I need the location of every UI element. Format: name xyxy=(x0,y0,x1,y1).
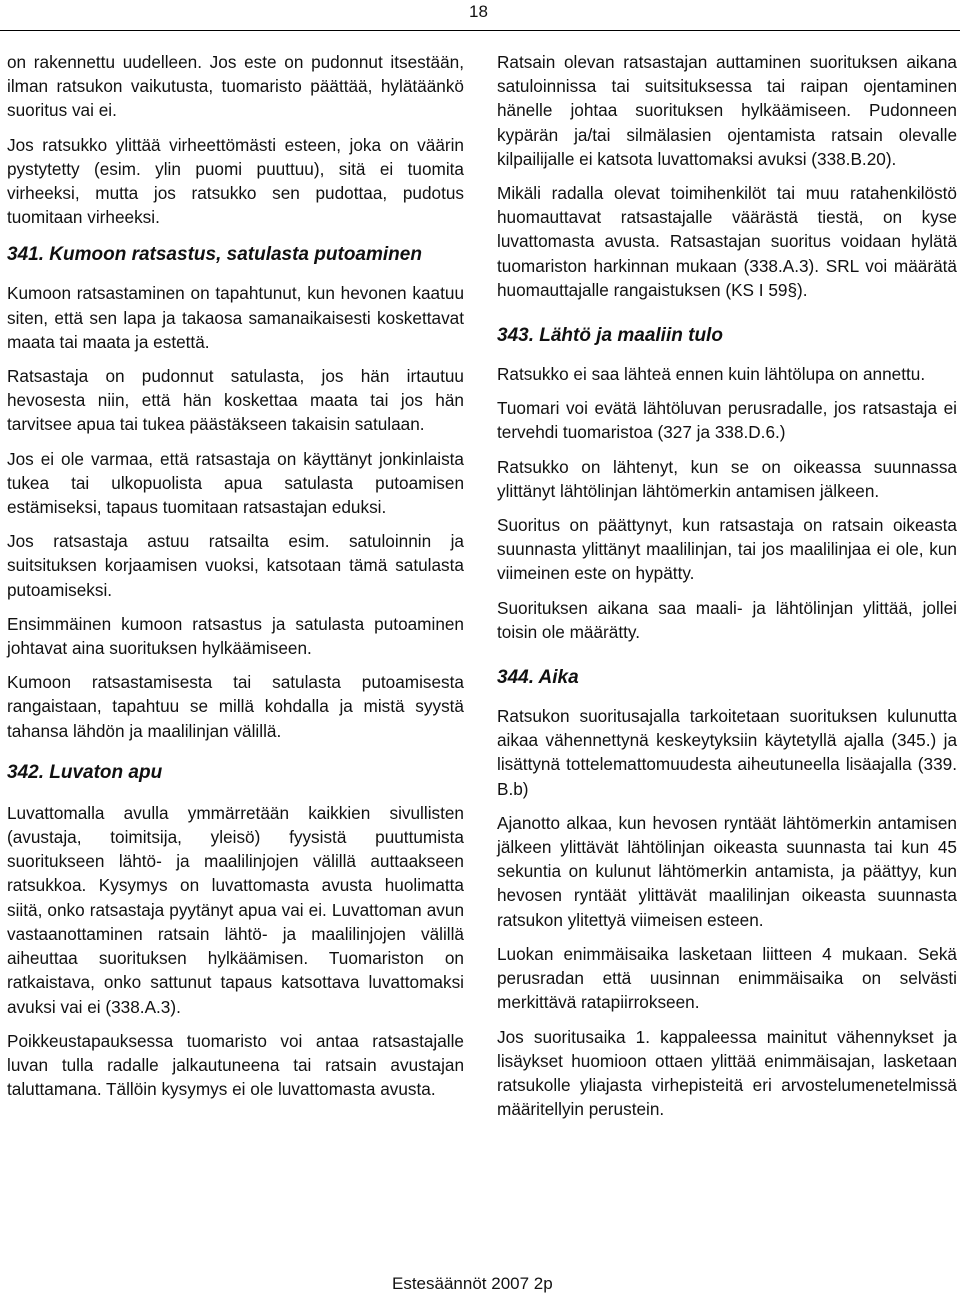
paragraph: Luvattomalla avulla ymmärretään kaikkien sivullisten (avustaja, toimitsija, yleisö) fyysistä puuttumista suoritukseen lähtö- ja maalilinjojen välillä auttaakseen ratsukkoa. Kysymys on luvattomasta avusta huolimatta siitä, onko ratsastaja pyytänyt apua vai ei. Luvattoman avun vastaanottaminen ratsain lähtö- ja maalilinjojen välillä aiheuttaa suorituksen hylkäämisen. Tuomariston on ratkaistava, onko sattunut tapaus katsottava luvattomaksi avuksi vai ei (338.A.3). xyxy=(7,802,464,1017)
paragraph: Ensimmäinen kumoon ratsastus ja satulasta putoaminen johtavat aina suorituksen hylkäämiseen. xyxy=(7,613,464,659)
section-heading-343: 343. Lähtö ja maaliin tulo xyxy=(497,325,723,347)
paragraph: Suoritus on päättynyt, kun ratsastaja on ratsain oikeasta suunnasta ylittänyt maalilinjan, tai jos maalilinjaa ei ole, kun viimeinen este on hypätty. xyxy=(497,515,957,584)
header-rule xyxy=(0,30,960,31)
paragraph: Poikkeustapauksessa tuomaristo voi antaa ratsastajalle luvan tulla radalle jalkautuneena tai ratsain avustajan taluttamana. Tällöin kysymys ei ole luvattomasta avusta. xyxy=(7,1030,464,1100)
paragraph: Ajanotto alkaa, kun hevosen ryntäät lähtömerkin antamisen jälkeen ylittävät lähtölinjan oikeasta suunnasta tai kun 45 sekuntia on kulunut lähtömerkin antamista, ja päättyy, kun hevosen ryntäät ylittävät maalilinjan oikeasta suunnasta ratsukon ylitettyä viimeisen esteen. xyxy=(497,812,957,930)
paragraph: Mikäli radalla olevat toimihenkilöt tai muu ratahenkilöstö huomauttavat ratsastajalle väärästä tiestä, on kyse luvattomasta avusta. Ratsastajan suoritus voidaan hylätä tuomariston harkinnan mukaan (338.A.3). SRL voi määrätä huomauttajalle rangaistuksen (KS I 59§). xyxy=(497,183,957,300)
paragraph: Ratsastaja on pudonnut satulasta, jos hän irtautuu hevosesta niin, että hän koskettaa maata tai jos hän tarvitsee apua tai tukea päästäkseen takaisin satulaan. xyxy=(7,366,464,435)
paragraph: Tuomari voi evätä lähtöluvan perusradalle, jos ratsastaja ei tervehdi tuomaristoa (327 ja 338.D.6.) xyxy=(497,398,957,443)
left-column xyxy=(7,50,464,1111)
paragraph: Ratsain olevan ratsastajan auttaminen suorituksen aikana satuloinnissa tai suitsituksessa tai raipan ojentaminen hänelle johtaa suorituksen hylkäämiseen. Pudonneen kypärän ja/tai silmälasien ojentamista ratsain olevalle kilpailijalle ei katsota luvattomaksi avuksi (338.B.20). xyxy=(497,52,957,169)
paragraph: Kumoon ratsastamisesta tai satulasta putoamisesta rangaistaan, tapahtuu se millä kohdalla ja mistä syystä tahansa lähdön ja maalilinjan välillä. xyxy=(7,672,464,741)
paragraph: Ratsukko ei saa lähteä ennen kuin lähtölupa on annettu. xyxy=(497,364,926,385)
paragraph: Ratsukon suoritusajalla tarkoitetaan suorituksen kulunutta aikaa vähennettynä keskeytyksiin käytetyllä ajalla (345.) ja lisättynä tottelemattomuudesta aiheutuneella lisäajalla (339. B.b) xyxy=(497,706,957,799)
page-number: 18 xyxy=(469,2,488,21)
paragraph: on rakennettu uudelleen. Jos este on pudonnut itsestään, ilman ratsukon vaikutusta, tuomaristo päättää, hylätäänkö suoritus vai ei. xyxy=(7,52,464,121)
paragraph: Kumoon ratsastaminen on tapahtunut, kun hevonen kaatuu siten, että sen lapa ja takaosa samanaikaisesti koskettavat maata tai maata ja estettä. xyxy=(7,283,464,352)
paragraph: Jos ratsastaja astuu ratsailta esim. satuloinnin ja suitsituksen korjaamisen vuoksi, katsotaan tämä satulasta putoamiseksi. xyxy=(7,531,464,600)
paragraph: Jos ei ole varmaa, että ratsastaja on käyttänyt jonkinlaista tukea tai ulkopuolista apua satulasta putoamisen estämiseksi, tapaus tuomitaan ratsastajan eduksi. xyxy=(7,448,464,518)
paragraph: Suorituksen aikana saa maali- ja lähtölinjan ylittää, jollei toisin ole määrätty. xyxy=(497,597,957,642)
paragraph: Jos ratsukko ylittää virheettömästi esteen, joka on väärin pystytetty (esim. ylin puomi puuttuu), sitä ei tuomita virheeksi, mutta jos ratsukko sen pudottaa, pudotus tuomitaan virheeksi. xyxy=(7,134,464,228)
page-footer: Estesäännöt 2007 2p xyxy=(392,1274,553,1293)
right-column xyxy=(497,50,957,1131)
paragraph: Jos suoritusaika 1. kappaleessa mainitut vähennykset ja lisäykset huomioon ottaen ylittää enimmäisajan, lasketaan ratsukolle yliajasta virhepisteitä eri arvostelumenetelmissä määritellyin perustein. xyxy=(497,1026,957,1120)
section-heading-344: 344. Aika xyxy=(497,667,579,689)
paragraph: Ratsukko on lähtenyt, kun se on oikeassa suunnassa ylittänyt lähtölinjan lähtömerkin antamisen jälkeen. xyxy=(497,456,957,501)
section-heading-342: 342. Luvaton apu xyxy=(7,761,163,783)
paragraph: Luokan enimmäisaika lasketaan liitteen 4 mukaan. Sekä perusradan että uusinnan enimmäisaika on selvästi merkittävä ratapiirrokseen. xyxy=(497,943,957,1013)
section-heading-341: 341. Kumoon ratsastus, satulasta putoaminen xyxy=(7,244,422,266)
